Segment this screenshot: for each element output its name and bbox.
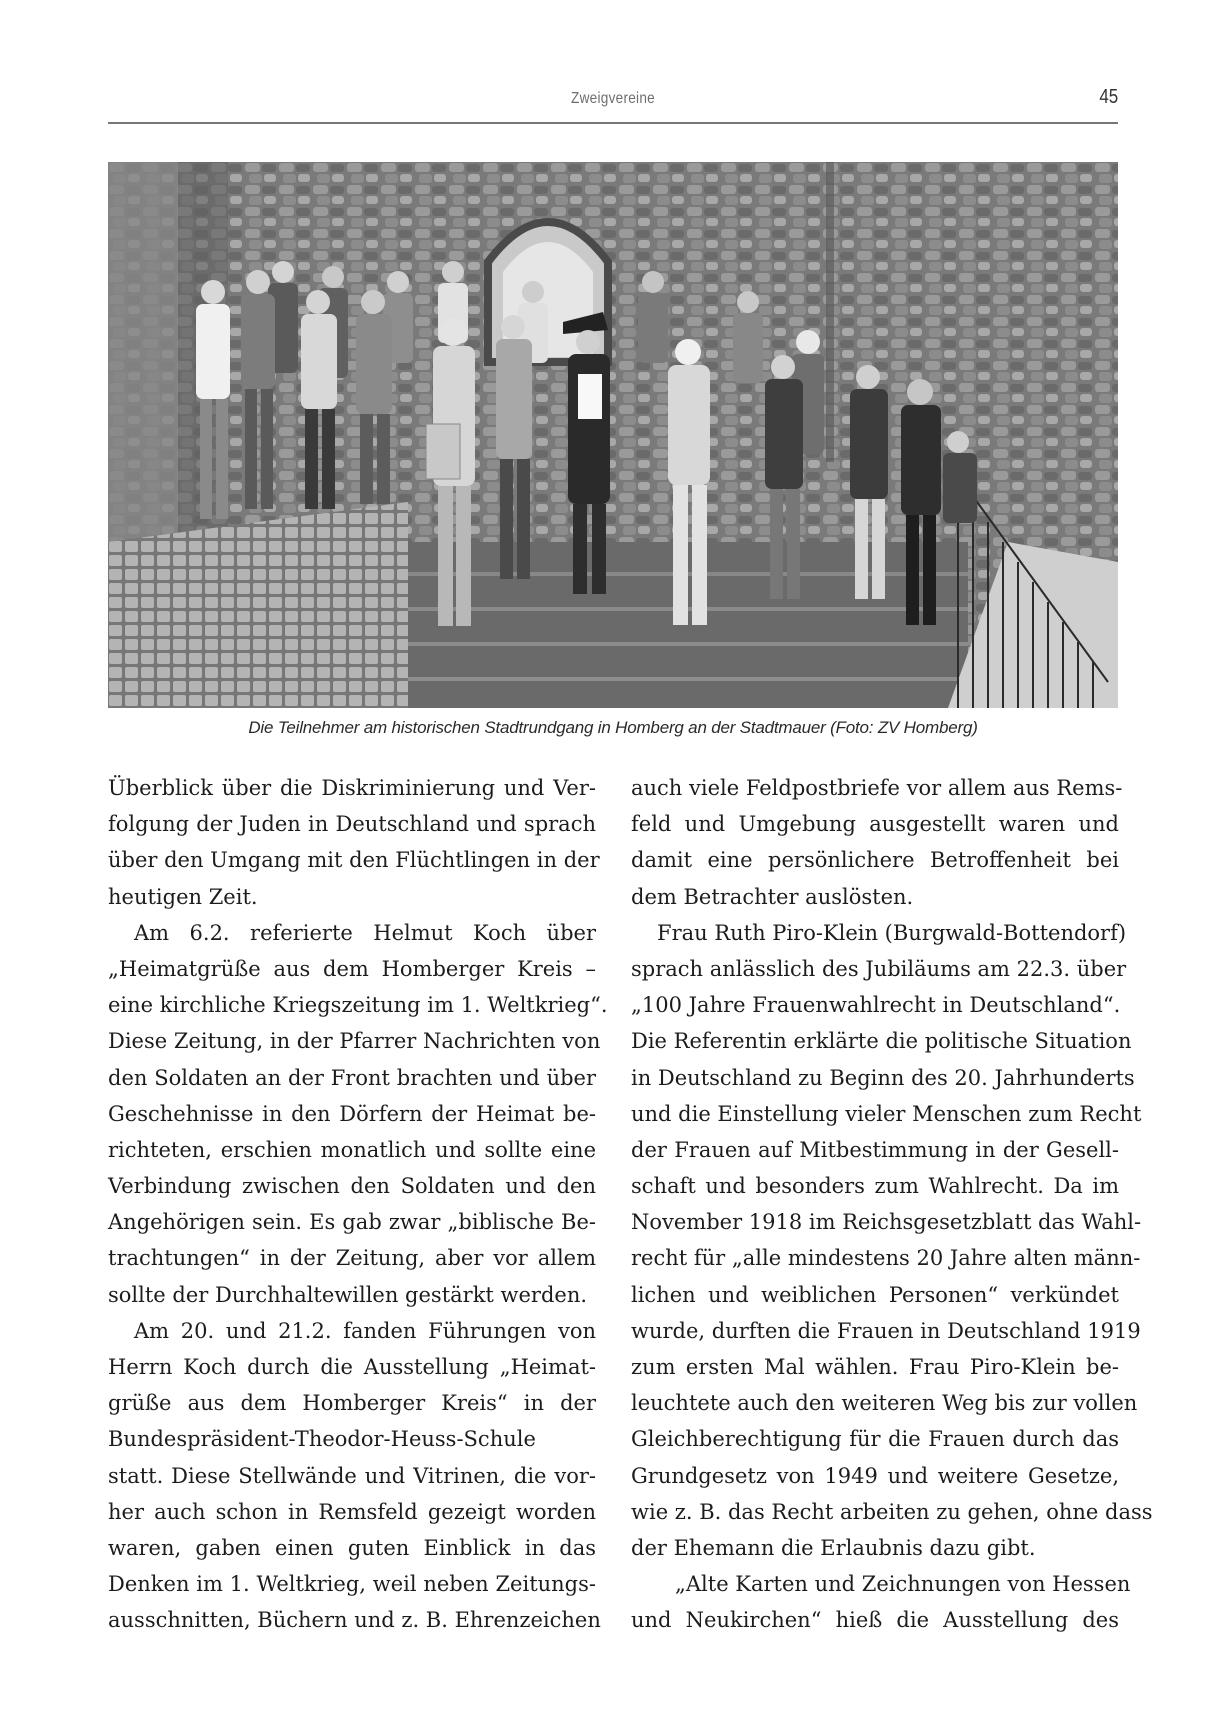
text-line: Frau Ruth Piro-Klein (Burgwald-Bottendorf) (657, 920, 1127, 945)
text-line: Verbindung zwischen den Soldaten und den (108, 1174, 596, 1199)
text-line: Überblick über die Diskriminierung und Ver- (108, 776, 596, 800)
text-line: und Neukirchen“ hieß die Ausstellung des (631, 1608, 1119, 1633)
text-line: Gleichberechtigung für die Frauen durch das (631, 1427, 1119, 1452)
running-header (108, 88, 1118, 118)
text-line: der Frauen auf Mitbestimmung in der Gesell- (631, 1137, 1119, 1162)
text-line: zum ersten Mal wählen. Frau Piro-Klein be- (631, 1355, 1119, 1379)
text-line: Diese Zeitung, in der Pfarrer Nachrichten von (108, 1029, 601, 1054)
running-title: Zweigvereine (571, 90, 655, 107)
text-line: November 1918 im Reichsgesetzblatt das Wahl- (631, 1210, 1142, 1235)
text-line: über den Umgang mit den Flüchtlingen in der (108, 848, 600, 873)
text-line: leuchtete auch den weiteren Weg bis zur vollen (631, 1391, 1138, 1416)
text-line: und die Einstellung vieler Menschen zum Recht (631, 1101, 1142, 1126)
text-line: eine kirchliche Kriegszeitung im 1. Weltkrieg“. (108, 993, 608, 1018)
text-line: statt. Diese Stellwände und Vitrinen, die vor- (108, 1463, 596, 1488)
text-line: recht für „alle mindestens 20 Jahre alten männ- (631, 1246, 1141, 1271)
text-line: her auch schon in Remsfeld gezeigt worden (108, 1499, 596, 1524)
header-rule (108, 122, 1118, 124)
text-line: heutigen Zeit. (108, 884, 258, 909)
text-line: Bundespräsident-Theodor-Heuss-Schule (108, 1427, 536, 1452)
text-line: sollte der Durchhaltewillen gestärkt werden. (108, 1282, 588, 1307)
page-number: 45 (1099, 86, 1118, 108)
text-line: „Alte Karten und Zeichnungen von Hessen (675, 1572, 1131, 1597)
text-line: auch viele Feldpostbriefe vor allem aus Rems- (631, 776, 1123, 800)
text-line: Am 6.2. referierte Helmut Koch über (134, 920, 596, 945)
text-line: der Ehemann die Erlaubnis dazu gibt. (631, 1535, 1036, 1560)
text-line: Geschehnisse in den Dörfern der Heimat be- (108, 1101, 596, 1126)
text-line: „Heimatgrüße aus dem Homberger Kreis – (108, 956, 596, 981)
text-line: schaft und besonders zum Wahlrecht. Da im (631, 1174, 1119, 1199)
text-line: wie z. B. das Recht arbeiten zu gehen, ohne dass (631, 1499, 1153, 1524)
photo-caption: Die Teilnehmer am historischen Stadtrundgang in Homberg an der Stadtmauer (Foto: ZV Homberg) (248, 718, 978, 737)
text-line: ausschnitten, Büchern und z. B. Ehrenzeichen (108, 1608, 601, 1633)
text-line: folgung der Juden in Deutschland und sprach (108, 812, 596, 837)
text-line: feld und Umgebung ausgestellt waren und (631, 812, 1119, 837)
text-line: Angehörigen sein. Es gab zwar „biblische Be- (108, 1210, 596, 1235)
text-line: „100 Jahre Frauenwahlrecht in Deutschland“. (631, 993, 1121, 1018)
group-photo (108, 162, 1118, 708)
text-line: lichen und weiblichen Personen“ verkündet (631, 1282, 1119, 1307)
text-line: damit eine persönlichere Betroffenheit bei (631, 848, 1119, 873)
text-line: in Deutschland zu Beginn des 20. Jahrhunderts (631, 1065, 1135, 1090)
text-line: trachtungen“ in der Zeitung, aber vor allem (108, 1246, 596, 1271)
text-line: richteten, erschien monatlich und sollte eine (108, 1137, 596, 1162)
text-line: Herrn Koch durch die Ausstellung „Heimat- (108, 1355, 596, 1379)
text-column-right (631, 770, 1153, 1639)
photo-image (108, 162, 1118, 708)
text-line: waren, gaben einen guten Einblick in das (108, 1535, 596, 1560)
text-line: sprach anlässlich des Jubiläums am 22.3. über (631, 956, 1127, 981)
text-line: Die Referentin erklärte die politische Situation (631, 1029, 1132, 1054)
text-line: den Soldaten an der Front brachten und über (108, 1065, 596, 1090)
text-column-left (108, 770, 608, 1639)
text-line: Am 20. und 21.2. fanden Führungen von (134, 1318, 596, 1343)
text-line: wurde, durften die Frauen in Deutschland 1919 (631, 1318, 1141, 1343)
text-line: grüße aus dem Homberger Kreis“ in der (108, 1391, 596, 1416)
text-line: dem Betrachter auslösten. (631, 884, 914, 909)
text-line: Grundgesetz von 1949 und weitere Gesetze, (631, 1463, 1119, 1488)
text-line: Denken im 1. Weltkrieg, weil neben Zeitungs- (108, 1572, 596, 1597)
